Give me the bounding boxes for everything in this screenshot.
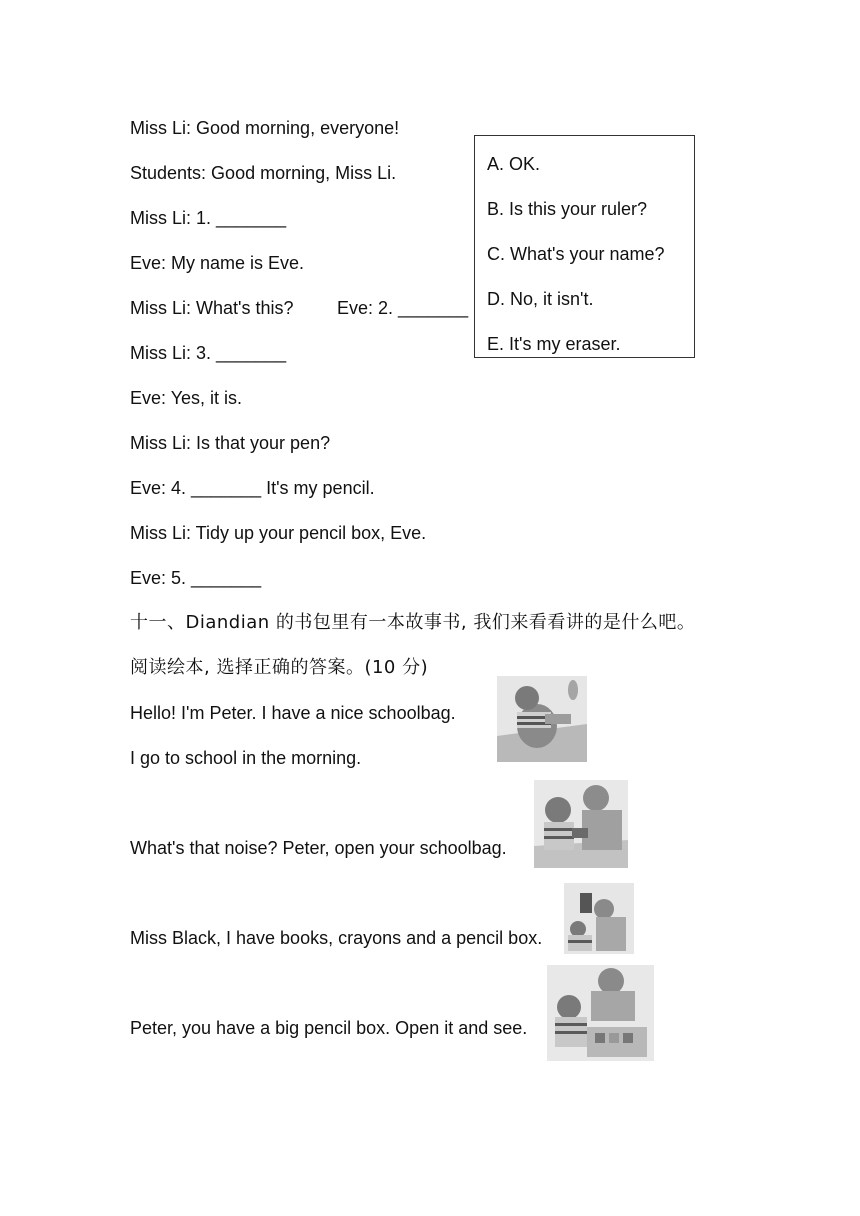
section-11-instruction: 阅读绘本, 选择正确的答案。(10 分) bbox=[130, 657, 429, 678]
story-line-2: I go to school in the morning. bbox=[130, 748, 362, 768]
dialogue-line-7: Eve: Yes, it is. bbox=[130, 388, 243, 408]
dialogue-line-3: Miss Li: 1. _______ bbox=[130, 208, 287, 228]
option-e: E. It's my eraser. bbox=[487, 334, 621, 354]
story-illustration-1 bbox=[497, 676, 587, 762]
dialogue-line-9: Eve: 4. _______ It's my pencil. bbox=[130, 478, 375, 498]
story-line-3: What's that noise? Peter, open your schoolbag. bbox=[130, 838, 507, 858]
dialogue-line-10: Miss Li: Tidy up your pencil box, Eve. bbox=[130, 523, 427, 543]
dialogue-line-6: Miss Li: 3. _______ bbox=[130, 343, 287, 363]
option-a: A. OK. bbox=[487, 154, 541, 174]
dialogue-line-11: Eve: 5. _______ bbox=[130, 568, 262, 588]
story-illustration-2 bbox=[534, 780, 628, 868]
option-d: D. No, it isn't. bbox=[487, 289, 594, 309]
dialogue-line-1: Miss Li: Good morning, everyone! bbox=[130, 118, 400, 138]
dialogue-line-5a: Miss Li: What's this? bbox=[130, 298, 294, 318]
dialogue-line-8: Miss Li: Is that your pen? bbox=[130, 433, 331, 453]
option-b: B. Is this your ruler? bbox=[487, 199, 648, 219]
dialogue-line-4: Eve: My name is Eve. bbox=[130, 253, 305, 273]
story-line-4: Miss Black, I have books, crayons and a pencil box. bbox=[130, 928, 543, 948]
dialogue-line-5b: Eve: 2. _______ bbox=[337, 298, 469, 318]
story-line-5: Peter, you have a big pencil box. Open it and see. bbox=[130, 1018, 528, 1038]
section-11-heading: 十一、Diandian 的书包里有一本故事书, 我们来看看讲的是什么吧。 bbox=[130, 612, 696, 633]
story-illustration-3 bbox=[564, 883, 634, 954]
options-box bbox=[474, 135, 695, 358]
story-line-1: Hello! I'm Peter. I have a nice schoolbag. bbox=[130, 703, 456, 723]
story-illustration-4 bbox=[547, 965, 654, 1061]
dialogue-line-2: Students: Good morning, Miss Li. bbox=[130, 163, 397, 183]
option-c: C. What's your name? bbox=[487, 244, 665, 264]
